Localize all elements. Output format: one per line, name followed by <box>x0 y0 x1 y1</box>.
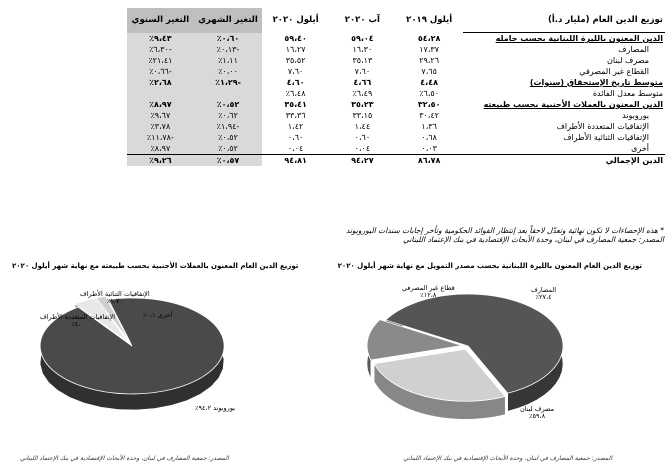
pie1-label-other: أخرى ٠،١٪ <box>143 311 173 319</box>
row-value: ٠،٦٠ <box>354 133 371 142</box>
row-value: ٠،٦٢٪ <box>194 110 262 121</box>
row-value: -٦،٣٠٪ <box>127 44 194 55</box>
row-value: ١٧،٣٧ <box>419 45 440 54</box>
row-value: ١٦،٣٠ <box>352 45 373 54</box>
row-value: -١،٩٤٪ <box>194 121 262 132</box>
row-value: ٠،٥٢٪ <box>194 143 262 155</box>
row-value: ٠،٥٧٪ <box>194 155 262 167</box>
table-row <box>127 110 665 121</box>
row-value: ٦،٤٩٪ <box>352 89 373 98</box>
row-value: ٠،٥٢٪ <box>194 99 262 110</box>
fx-debt-chart-title: توزيع الدين العام المعنون بالعملات الأجنبية بحسب طبيعته مع نهاية شهر أيلول ٢٠٢٠ <box>12 262 299 270</box>
table-notes <box>244 226 664 244</box>
table-row <box>127 66 665 77</box>
row-value: ٣٥،٤١ <box>284 100 307 109</box>
row-value: ٩،٢٦٪ <box>127 155 194 167</box>
table-row <box>127 121 665 132</box>
row-value: ٣٣،١٥ <box>352 111 373 120</box>
table-body <box>127 8 665 166</box>
row-value: -٠،١٣٪ <box>194 44 262 55</box>
row-value: ٠،٦٨ <box>421 133 437 142</box>
header-aug-2020: آب ٢٠٢٠ <box>344 14 380 25</box>
table-row <box>127 88 665 99</box>
row-value: ٩٤،٢٧ <box>329 155 396 167</box>
table-row <box>127 99 665 110</box>
pie0-label-bdl: مصرف لبنان ٥٩،٨٪ <box>520 405 555 420</box>
lbp-chart-source: المصدر: جمعية المصارف في لبنان، وحدة الأبحاث الإقتصادية في بنك الإعتماد اللبناني <box>403 455 612 462</box>
row-value: ٠،٥٢٪ <box>194 132 262 143</box>
row-value: ٣٥،١٣ <box>352 56 373 65</box>
row-label: الإتفاقيات المتعددة الأطراف <box>556 122 649 131</box>
row-label: الدين المعنون بالليرة اللبنانية بحسب حامله <box>495 34 663 43</box>
row-value: ٠،٠٤ <box>354 144 371 153</box>
row-label: الدين الإجمالي <box>463 155 665 167</box>
row-value: ٤،٦٦ <box>353 78 372 87</box>
row-value: ٩٤،٨١ <box>262 155 329 167</box>
table-row <box>127 55 665 66</box>
row-value: ٨٦،٧٨ <box>396 155 463 167</box>
public-debt-table <box>127 8 665 166</box>
row-value: ١،٤٢ <box>287 122 304 131</box>
table-row <box>127 155 665 167</box>
row-value: ٥٩،٤٠ <box>284 33 307 43</box>
footnote: * هذه الإحصاءات لا تكون نهائية وتعدّل لاحقاً بعد إنتظار الفوائد الحكومية وتأخر إجابات سندات اليوروبوند <box>346 226 664 235</box>
table-source: المصدر: جمعية المصارف في لبنان، وحدة الأبحاث الإقتصادية في بنك الإعتماد اللبناني <box>403 235 664 244</box>
row-value: ٧،٦٠ <box>287 67 304 76</box>
row-value: ٥٤،٢٨ <box>417 33 441 43</box>
row-value: ٢١،٤١٪ <box>127 55 194 66</box>
row-value: ٠،٠٤ <box>287 144 304 153</box>
row-value: ٩،٦٧٪ <box>127 110 194 121</box>
row-value: ٦،٤٨٪ <box>285 89 306 98</box>
row-value: ٣٥،٢٣ <box>351 100 374 109</box>
row-value: ١،١١٪ <box>194 55 262 66</box>
row-value: ٢٩،٢٦ <box>419 56 440 65</box>
row-value: ٦،٥٠٪ <box>419 89 440 98</box>
row-value: ٧،٦٠ <box>354 67 371 76</box>
row-value <box>127 88 194 99</box>
row-label: يوروبوند <box>622 111 649 120</box>
row-value: -٠،٦٦٪ <box>127 66 194 77</box>
row-label: متوسط تاريخ الإستحقاق (سنوات) <box>529 78 663 87</box>
row-value: ٠،٠٠٪ <box>194 66 262 77</box>
row-value: ٢،٦٨٪ <box>127 77 194 88</box>
pie0-label-nonbank: قطاع غير المصرفي ١٢،٨٪ <box>402 284 455 299</box>
pie1-label-eurobond: يوروبوند ٩٤،٢٪ <box>195 404 235 412</box>
row-value: -١،٢٩٪ <box>194 77 262 88</box>
row-value: ٥٩،٠٤ <box>351 33 374 43</box>
row-value: ٤،٦٠ <box>286 78 305 87</box>
lbp-debt-chart-title: توزيع الدين العام المعنون بالليرة اللبنانية بحسب مصدر التمويل مع نهاية شهر أيلول ٢٠٢٠ <box>337 262 642 270</box>
pie1-label-bilateral: الإتفاقيات الثنائية الأطراف ١،٧٠٪ <box>80 290 150 305</box>
row-label: أخرى <box>631 144 649 153</box>
row-label: مصرف لبنان <box>606 56 649 65</box>
header-label: توزيع الدين العام (مليار د.أ) <box>463 8 665 33</box>
row-value: ٠،٦٠٪ <box>194 33 262 45</box>
row-value: ٨،٩٧٪ <box>127 143 194 155</box>
header-monthly-change: التغير الشهري <box>194 8 262 33</box>
table-row <box>127 132 665 143</box>
row-value: ٨،٩٧٪ <box>127 99 194 110</box>
row-value: ٠،٦٠ <box>287 133 304 142</box>
table-row <box>127 143 665 155</box>
row-value: ١٦،٢٧ <box>285 45 306 54</box>
row-value: ٩،٤٣٪ <box>127 33 194 45</box>
table-row <box>127 77 665 88</box>
row-value: ١،٤٤ <box>354 122 371 131</box>
pie1-label-multilateral: الإتفاقيات المتعددة الأطراف ٤،٠٪ <box>40 313 116 328</box>
row-value: ٣،٧٨٪ <box>127 121 194 132</box>
table-row <box>127 33 665 45</box>
row-label: القطاع غير المصرفي <box>579 67 649 76</box>
row-value: ٠،٠٣ <box>421 144 437 153</box>
row-value: ٣٠،٤٢ <box>419 111 440 120</box>
table-header-row <box>127 8 665 33</box>
row-value: ٣٢،٥٠ <box>417 100 441 109</box>
fx-chart-source: المصدر: جمعية المصارف في لبنان، وحدة الأبحاث الإقتصادية في بنك الإعتماد اللبناني <box>20 455 229 462</box>
row-value: -١١،٧٨٪ <box>127 132 194 143</box>
row-value <box>194 88 262 99</box>
table-row <box>127 44 665 55</box>
row-value: ٣٣،٣٦ <box>285 111 306 120</box>
row-label: المصارف <box>618 45 649 54</box>
row-value: ١،٣٦ <box>421 122 437 131</box>
pie0-label-banks: المصارف ٢٧،٤٪ <box>531 286 557 301</box>
row-label: متوسط معدل الفائدة <box>592 89 663 98</box>
header-yearly-change: التغير السنوي <box>127 8 194 33</box>
row-label: الإتفاقيات الثنائية الأطراف <box>563 133 649 142</box>
header-sep-2020: أيلول ٢٠٢٠ <box>272 14 319 25</box>
row-value: ٧،٦٥ <box>421 67 437 76</box>
row-value: ٣٥،٥٢ <box>285 56 306 65</box>
header-sep-2019: أيلول ٢٠١٩ <box>406 14 453 25</box>
row-value: ٤،٤٨ <box>420 78 438 87</box>
row-label: الدين المعنون بالعملات الأجنبية بحسب طبيعته <box>483 100 663 109</box>
